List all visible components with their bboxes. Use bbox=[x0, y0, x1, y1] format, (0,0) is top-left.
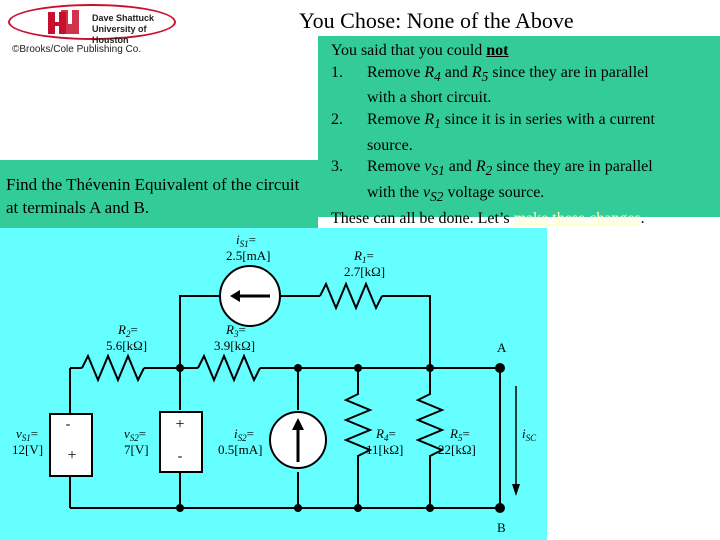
item-text: voltage source. bbox=[443, 184, 545, 202]
junction-dot bbox=[426, 364, 434, 372]
feedback-item-1 bbox=[331, 62, 720, 88]
vs1-bottom-sign: + bbox=[67, 447, 77, 464]
item-sub: S2 bbox=[430, 189, 444, 205]
item-var: v bbox=[423, 184, 431, 202]
item-text: Remove bbox=[367, 63, 425, 81]
logo-publisher: ©Brooks/Cole Publishing Co. bbox=[12, 44, 142, 55]
terminal-a-dot bbox=[495, 363, 505, 373]
closing-period: . bbox=[640, 209, 645, 227]
item-var: R bbox=[424, 110, 435, 128]
closing-text: These can all be done. Let’s bbox=[331, 209, 514, 227]
vs2-top-sign: + bbox=[175, 416, 185, 433]
item-var: v bbox=[424, 158, 432, 176]
junction-dot bbox=[354, 504, 362, 512]
feedback-box bbox=[318, 36, 720, 227]
r5-resistor bbox=[418, 368, 442, 508]
item-text: since they are in parallel bbox=[488, 63, 649, 81]
slide-title: You Chose: None of the Above bbox=[299, 8, 574, 33]
circuit-svg bbox=[0, 228, 547, 540]
item-sub: S1 bbox=[431, 163, 445, 179]
item-var: R bbox=[471, 63, 482, 81]
item-sub: 4 bbox=[434, 68, 441, 84]
r4-value: 11[kΩ] bbox=[366, 442, 404, 457]
junction-dot bbox=[176, 364, 184, 372]
item-text: Remove bbox=[367, 110, 425, 128]
terminal-a-label: A bbox=[497, 340, 507, 355]
r4-resistor bbox=[346, 368, 370, 508]
feedback-closing bbox=[331, 208, 720, 230]
is2-value: 0.5[mA] bbox=[218, 442, 263, 457]
item-text: with the bbox=[367, 184, 423, 202]
r1-value: 2.7[kΩ] bbox=[344, 264, 386, 279]
logo bbox=[8, 4, 183, 56]
r4-label: $R_4=$ bbox=[376, 426, 396, 443]
prompt-text: Find the Thévenin Equivalent of the circuit at terminals A and B. bbox=[6, 175, 300, 217]
item-var: R bbox=[424, 63, 435, 81]
feedback-item-2-cont: source. bbox=[367, 136, 413, 154]
feedback-item-1-cont: with a short circuit. bbox=[367, 89, 492, 107]
item-number: 1. bbox=[331, 63, 343, 81]
vs1-source bbox=[50, 414, 92, 476]
item-text: since they are in parallel bbox=[492, 158, 653, 176]
feedback-item-3 bbox=[331, 156, 720, 182]
vs1-label: $v_{S1}=$ bbox=[16, 426, 39, 443]
r2-value: 5.6[kΩ] bbox=[106, 338, 148, 353]
is1-label: $i_{S1}=$ bbox=[236, 232, 256, 249]
r5-label: $R_5=$ bbox=[450, 426, 470, 443]
wire-top-left bbox=[180, 296, 220, 368]
item-sub: 1 bbox=[434, 116, 441, 132]
vs2-bottom-sign: - bbox=[177, 449, 183, 464]
item-text: and bbox=[444, 158, 476, 176]
vs2-value: 7[V] bbox=[124, 442, 149, 457]
r1-label: $R_1=$ bbox=[354, 248, 374, 265]
feedback-item-3-cont bbox=[331, 182, 720, 208]
intro-emphasis: not bbox=[486, 42, 509, 59]
r2-label: $R_2=$ bbox=[118, 322, 138, 339]
terminal-b-dot bbox=[495, 503, 505, 513]
prompt-box bbox=[0, 160, 318, 228]
feedback-item-2 bbox=[331, 109, 720, 135]
logo-author bbox=[92, 13, 183, 46]
junction-dot bbox=[176, 504, 184, 512]
is2-label: $i_{S2}=$ bbox=[234, 426, 254, 443]
junction-dot bbox=[354, 364, 362, 372]
isc-arrow-head bbox=[512, 484, 520, 496]
item-number: 2. bbox=[331, 110, 343, 128]
r3-resistor bbox=[198, 356, 260, 380]
item-sub: 5 bbox=[481, 68, 489, 84]
item-text: since it is in series with a current bbox=[440, 110, 655, 128]
logo-name-line2: University of Houston bbox=[92, 24, 147, 45]
item-number: 3. bbox=[331, 158, 343, 176]
feedback-intro bbox=[331, 40, 720, 62]
item-text: and bbox=[440, 63, 472, 81]
item-text: Remove bbox=[367, 158, 425, 176]
intro-text: You said that you could bbox=[331, 42, 487, 59]
isc-label: $i_{SC}$ bbox=[522, 426, 537, 443]
vs2-label: $v_{S2}=$ bbox=[124, 426, 147, 443]
junction-dot bbox=[294, 504, 302, 512]
circuit-diagram bbox=[0, 228, 547, 540]
uh-logo-icon bbox=[44, 8, 80, 38]
item-var: R bbox=[475, 158, 486, 176]
terminal-b-label: B bbox=[497, 520, 506, 535]
wire-top-right bbox=[382, 296, 430, 368]
vs1-value: 12[V] bbox=[12, 442, 44, 457]
r3-value: 3.9[kΩ] bbox=[214, 338, 256, 353]
is1-value: 2.5[mA] bbox=[226, 248, 271, 263]
vs1-top-sign: - bbox=[65, 417, 71, 432]
r1-resistor bbox=[320, 284, 382, 308]
r2-resistor bbox=[82, 356, 144, 380]
r5-value: 22[kΩ] bbox=[438, 442, 476, 457]
make-changes-link[interactable]: make these changes bbox=[513, 209, 641, 227]
item-sub: 2 bbox=[485, 163, 493, 179]
logo-name-line1: Dave Shattuck bbox=[92, 13, 155, 23]
r3-label: $R_3=$ bbox=[226, 322, 246, 339]
junction-dot bbox=[294, 364, 302, 372]
junction-dot bbox=[426, 504, 434, 512]
